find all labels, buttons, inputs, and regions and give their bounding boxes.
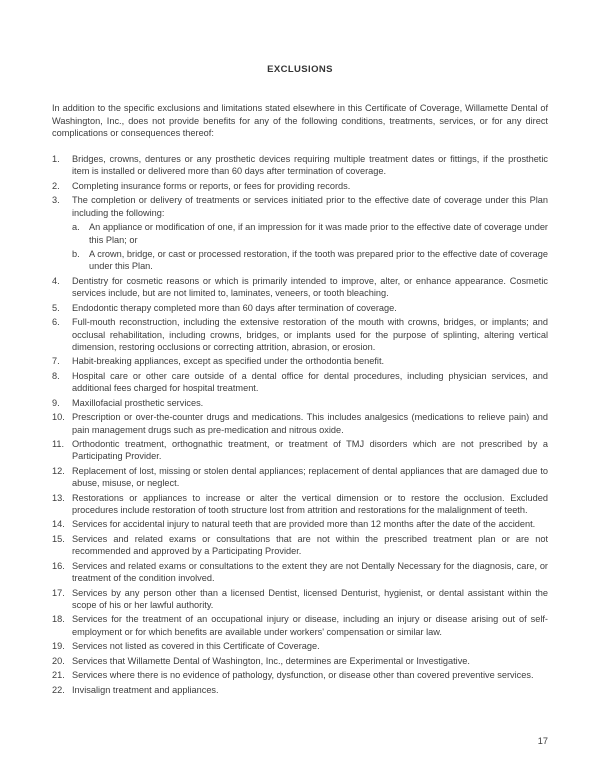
- list-item-text: Invisalign treatment and appliances.: [72, 684, 219, 695]
- list-item-number: 6.: [52, 317, 60, 328]
- list-item-text: Prescription or over-the-counter drugs and medications. This includes analgesics (medications to relieve pain) and pain management drugs such as pre-medication and nitrous oxide.: [72, 412, 548, 435]
- list-item: [52, 302, 548, 314]
- list-item-number: 16.: [52, 560, 65, 571]
- list-subitem: [52, 221, 548, 246]
- list-item: [52, 194, 548, 219]
- list-item-number: 9.: [52, 397, 60, 408]
- list-item: [52, 411, 548, 436]
- list-item: [52, 316, 548, 353]
- list-item: [52, 180, 548, 192]
- list-item-text: Completing insurance forms or reports, or fees for providing records.: [72, 180, 351, 191]
- list-item-number: 14.: [52, 519, 65, 530]
- list-item-text: An appliance or modification of one, if an impression for it was made prior to the effective date of coverage under this Plan; or: [89, 222, 548, 245]
- list-item: [52, 355, 548, 367]
- page-title: EXCLUSIONS: [267, 64, 333, 75]
- list-item: [52, 465, 548, 490]
- list-item: [52, 438, 548, 463]
- page-number: 17: [537, 736, 548, 746]
- list-item-number: 19.: [52, 641, 65, 652]
- list-item: [52, 684, 548, 696]
- list-item-text: Services where there is no evidence of pathology, dysfunction, or disease other than covered preventive services.: [72, 670, 534, 681]
- list-item-number: 15.: [52, 533, 65, 544]
- list-item-number: 4.: [52, 275, 60, 286]
- list-item-number: 10.: [52, 412, 65, 423]
- list-item: [52, 640, 548, 652]
- list-item-text: Services not listed as covered in this Certificate of Coverage.: [72, 641, 320, 652]
- list-item-number: 11.: [52, 438, 65, 449]
- list-item-text: Orthodontic treatment, orthognathic treatment, or treatment of TMJ disorders which are not prescribed by a Participating Provider.: [72, 438, 548, 462]
- list-item-number: 3.: [52, 195, 60, 206]
- list-item-number: 12.: [52, 465, 65, 476]
- list-item-number: 2.: [52, 180, 60, 191]
- list-item: [52, 613, 548, 638]
- list-item-number: 18.: [52, 614, 65, 625]
- list-subitem: [52, 248, 548, 273]
- exclusions-list: [52, 153, 548, 696]
- list-item-text: Restorations or appliances to increase or alter the vertical dimension or to restore the occlusion. Excluded procedures include restoration of tooth structure lost from attrition and restorations for the malalignment of teeth.: [72, 492, 548, 516]
- list-item-number: a.: [72, 222, 80, 233]
- list-item-text: Services that Willamette Dental of Washington, Inc., determines are Experimental or Investigative.: [72, 655, 470, 666]
- list-item: [52, 669, 548, 681]
- list-item-text: Maxillofacial prosthetic services.: [72, 397, 204, 408]
- list-item-text: Bridges, crowns, dentures or any prosthetic devices requiring multiple treatment dates or fittings, if the prosthetic item is installed or delivered more than 60 days after termination of coverage.: [72, 154, 548, 177]
- list-item-number: 17.: [52, 587, 65, 598]
- intro-paragraph: In addition to the specific exclusions and limitations stated elsewhere in this Certificate of Coverage, Willamette Dental of Washington, Inc., does not provide benefits for any of the following conditions, treatments, services, or for any direct complications or consequences thereof:: [52, 103, 548, 139]
- list-item-text: A crown, bridge, or cast or processed restoration, if the tooth was prepared prior to the effective date of coverage under this Plan.: [89, 249, 548, 272]
- list-item-number: 8.: [52, 370, 60, 381]
- list-item: [52, 655, 548, 667]
- list-item-text: Services and related exams or consultations that are not within the prescribed treatment plan or are not recommended and approved by a Participating Provider.: [72, 533, 548, 557]
- list-item-number: 21.: [52, 670, 65, 681]
- list-item-text: Services by any person other than a licensed Dentist, licensed Denturist, hygienist, or dental assistant within the scope of his or her lawful authority.: [72, 587, 548, 610]
- list-item-text: Dentistry for cosmetic reasons or which is primarily intended to improve, alter, or enhance appearance. Cosmetic services include, but are not limited to, laminates, veneers, or tooth bleaching.: [72, 275, 548, 299]
- list-item-text: Services and related exams or consultations to the extent they are not Dentally Necessary for the diagnosis, care, or treatment of the condition involved.: [72, 560, 548, 584]
- list-item: [52, 397, 548, 409]
- list-item-text: Services for accidental injury to natural teeth that are provided more than 12 months after the date of the accident.: [72, 519, 536, 530]
- list-item-number: 22.: [52, 684, 65, 695]
- list-item: [52, 560, 548, 585]
- list-item: [52, 153, 548, 178]
- list-item-number: 20.: [52, 655, 65, 666]
- list-item-number: 13.: [52, 492, 65, 503]
- list-item-number: 5.: [52, 302, 60, 313]
- list-item: [52, 275, 548, 300]
- list-item-number: 7.: [52, 356, 60, 367]
- list-item-text: Replacement of lost, missing or stolen dental appliances; replacement of dental appliances that are damaged due to abuse, misuse, or neglect.: [72, 465, 548, 489]
- list-item: [52, 587, 548, 612]
- list-item-text: Hospital care or other care outside of a dental office for dental procedures, including physician services, and additional fees charged for hospital treatment.: [72, 370, 548, 394]
- list-item: [52, 518, 548, 530]
- list-item-number: b.: [72, 249, 80, 260]
- list-item-text: Habit-breaking appliances, except as specified under the orthodontia benefit.: [72, 356, 385, 367]
- list-item-number: 1.: [52, 154, 60, 165]
- list-item-text: The completion or delivery of treatments or services initiated prior to the effective date of coverage under this Plan including the following:: [72, 195, 548, 218]
- list-item: [52, 492, 548, 517]
- list-item-text: Full-mouth reconstruction, including the extensive restoration of the mouth with crowns, bridges, or implants; and occlusal rehabilitation, including crowns, bridges, or implants used for the purpose of splinting, altering vertical dimension, restoring occlusions or correcting attrition, abrasion, or erosion.: [72, 317, 548, 352]
- list-item: [52, 533, 548, 558]
- list-item-text: Endodontic therapy completed more than 60 days after termination of coverage.: [72, 302, 397, 313]
- list-item-text: Services for the treatment of an occupational injury or disease, including an injury or disease arising out of self-employment or for which benefits are available under workers' compensation or similar law.: [72, 614, 548, 637]
- list-item: [52, 370, 548, 395]
